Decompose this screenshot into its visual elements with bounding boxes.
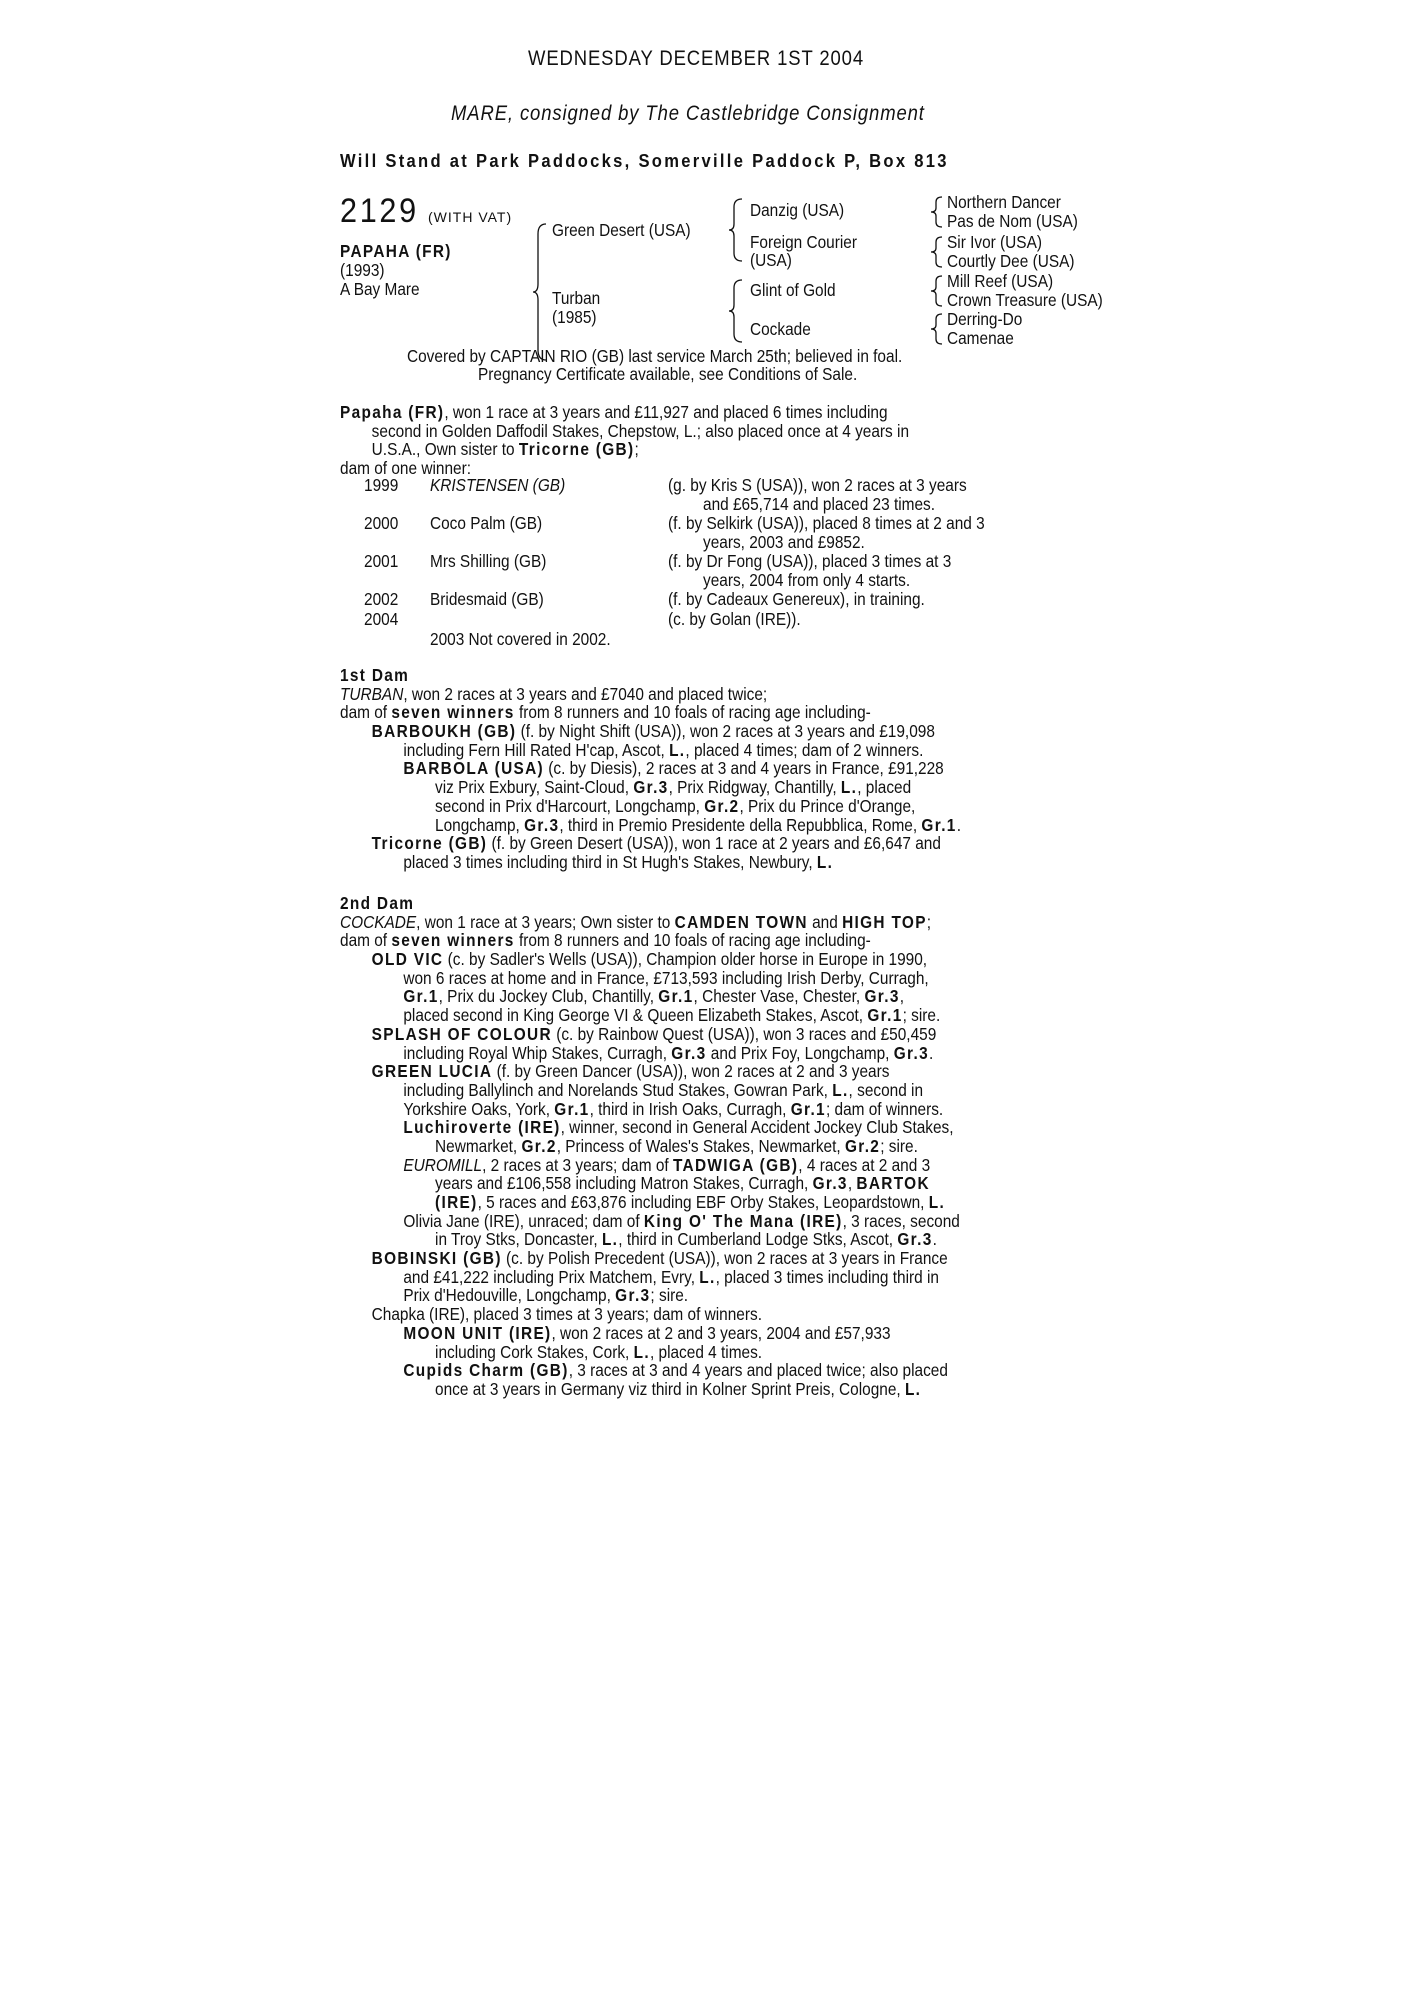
second-dam-entry — [340, 1156, 1044, 1212]
second-dam-section — [340, 894, 1044, 1399]
first-dam-entry-line: including Fern Hill Rated H'cap, Ascot, L., placed 4 times; dam of 2 winners. — [403, 739, 924, 760]
sister-name: Tricorne (GB) — [518, 439, 635, 460]
vat-label: (WITH VAT) — [428, 209, 513, 225]
produce-name: Mrs Shilling (GB) — [430, 551, 547, 571]
second-dam-entry-line: SPLASH OF COLOUR (c. by Rainbow Quest (USA)), won 3 races and £50,459 — [371, 1023, 937, 1044]
second-dam-entry-line: EUROMILL, 2 races at 3 years; dam of TADWIGA (GB), 4 races at 2 and 3 — [403, 1154, 931, 1175]
pedigree-sdd: Courtly Dee (USA) — [947, 251, 1075, 271]
second-dam-entry-line: won 6 races at home and in France, £713,593 including Irish Derby, Curragh, — [403, 967, 929, 988]
pedigree-sire-dam-country: (USA) — [750, 250, 792, 270]
first-dam-entry-line: viz Prix Exbury, Saint-Cloud, Gr.3, Prix Ridgway, Chantilly, L., placed — [435, 777, 912, 798]
first-dam-text: from 8 runners and 10 foals of racing age including- — [514, 702, 871, 723]
produce-year: 2004 — [364, 609, 399, 629]
second-dam-heading: 2nd Dam — [340, 893, 415, 913]
produce-name: Coco Palm (GB) — [430, 513, 543, 533]
produce-details: years, 2004 from only 4 starts. — [703, 570, 911, 590]
first-dam-entry-line: BARBOLA (USA) (c. by Diesis), 2 races at 3 and 4 years in France, £91,228 — [403, 758, 944, 779]
pedigree-dds: Derring-Do — [947, 309, 1023, 329]
produce-details: (f. by Cadeaux Genereux), in training. — [668, 589, 925, 609]
pedigree-dam-year: (1985) — [552, 307, 597, 327]
second-dam-entry-line: Luchiroverte (IRE), winner, second in General Accident Jockey Club Stakes, — [403, 1117, 954, 1138]
pedigree-sire-sire: Danzig (USA) — [750, 200, 845, 220]
second-dam-record: and — [807, 911, 843, 932]
second-dam-entry-line: including Ballylinch and Norelands Stud Stakes, Gowran Park, L., second in — [403, 1079, 924, 1100]
punct: ; — [634, 439, 639, 460]
second-dam-entry-line: in Troy Stks, Doncaster, L., third in Cumberland Lodge Stks, Ascot, Gr.3. — [435, 1229, 937, 1250]
pedigree-brace-dam — [728, 278, 746, 344]
first-dam-entry-line: placed 3 times including third in St Hugh's Stakes, Newbury, L. — [403, 851, 834, 872]
not-covered-note: 2003 Not covered in 2002. — [430, 629, 611, 649]
first-dam-entry-line: Longchamp, Gr.3, third in Premio Presidente della Repubblica, Rome, Gr.1. — [435, 814, 961, 835]
pedigree-dam: Turban — [552, 288, 601, 308]
second-dam-entry-line: placed second in King George VI & Queen Elizabeth Stakes, Ascot, Gr.1; sire. — [403, 1005, 941, 1026]
produce-year: 1999 — [364, 475, 399, 495]
first-dam-entry-line: Tricorne (GB) (f. by Green Desert (USA)), won 1 race at 2 years and £6,647 and — [371, 833, 941, 854]
pedigree-brace-sire — [728, 197, 746, 263]
second-dam-name: COCKADE — [340, 911, 417, 932]
pedigree-brace-main — [532, 222, 552, 362]
second-dam-entry-line: and £41,222 including Prix Matchem, Evry, L., placed 3 times including third in — [403, 1266, 940, 1287]
pedigree-brace-3c — [930, 274, 944, 308]
produce-details: (g. by Kris S (USA)), won 2 races at 3 years — [668, 475, 967, 495]
produce-details: years, 2003 and £9852. — [703, 532, 865, 552]
first-dam-entry-line: second in Prix d'Harcourt, Longchamp, Gr.2, Prix du Prince d'Orange, — [435, 795, 916, 816]
pedigree-brace-3a — [930, 195, 944, 229]
first-dam-section — [340, 666, 1046, 872]
pedigree-ssd: Pas de Nom (USA) — [947, 211, 1078, 231]
second-dam-text: dam of — [340, 930, 392, 951]
produce-name: KRISTENSEN (GB) — [430, 475, 566, 495]
second-dam-entry — [340, 1249, 1044, 1305]
second-dam-entry — [340, 1118, 1044, 1155]
mare-name: Papaha (FR) — [340, 402, 445, 422]
second-dam-entry — [340, 1324, 1044, 1361]
mare-record-line: second in Golden Daffodil Stakes, Chepstow, L.; also placed once at 4 years in — [371, 420, 910, 441]
pedigree-sss: Northern Dancer — [947, 192, 1061, 212]
second-dam-winners: seven winners — [391, 930, 515, 951]
pedigree-dsd: Crown Treasure (USA) — [947, 290, 1103, 310]
first-dam-entry — [340, 759, 1046, 834]
second-dam-entry — [340, 1062, 1044, 1118]
second-dam-entry-line: OLD VIC (c. by Sadler's Wells (USA)), Champion older horse in Europe in 1990, — [371, 949, 928, 970]
second-dam-entry-line: (IRE), 5 races and £63,876 including EBF Orby Stakes, Leopardstown, L. — [435, 1192, 946, 1212]
second-dam-entry — [340, 950, 1044, 1025]
second-dam-entry-line: Yorkshire Oaks, York, Gr.1, third in Irish Oaks, Curragh, Gr.1; dam of winners. — [403, 1098, 944, 1119]
mare-record-line: U.S.A., Own sister to — [371, 439, 519, 460]
pedigree-sire: Green Desert (USA) — [552, 220, 691, 240]
sibling-name: HIGH TOP — [842, 911, 927, 932]
second-dam-entry-line: Chapka (IRE), placed 3 times at 3 years; dam of winners. — [371, 1304, 762, 1325]
first-dam-winners: seven winners — [391, 702, 515, 723]
foaling-year: (1993) — [340, 260, 385, 280]
first-dam-text: dam of — [340, 702, 392, 723]
second-dam-entry — [340, 1025, 1044, 1062]
second-dam-entry-line: years and £106,558 including Matron Stakes, Curragh, Gr.3, BARTOK — [435, 1173, 930, 1194]
second-dam-record: , won 1 race at 3 years; Own sister to — [416, 911, 675, 932]
second-dam-entry-line: BOBINSKI (GB) (c. by Polish Precedent (USA)), won 2 races at 3 years in France — [371, 1248, 948, 1269]
second-dam-entry-line: GREEN LUCIA (f. by Green Dancer (USA)), won 2 races at 2 and 3 years — [371, 1061, 890, 1082]
second-dam-entry-line: including Cork Stakes, Cork, L., placed 4 times. — [435, 1341, 763, 1362]
second-dam-entry-line: Olivia Jane (IRE), unraced; dam of King O' The Mana (IRE), 3 races, second — [403, 1210, 960, 1231]
dam-of-winners: dam of one winner: — [340, 458, 471, 479]
mare-record — [340, 403, 987, 478]
second-dam-entry — [340, 1212, 1044, 1249]
pedigree-brace-3b — [930, 235, 944, 269]
pedigree-dss: Mill Reef (USA) — [947, 271, 1054, 291]
pedigree-sds: Sir Ivor (USA) — [947, 232, 1042, 252]
first-dam-entry-line: BARBOUKH (GB) (f. by Night Shift (USA)), won 2 races at 3 years and £19,098 — [371, 721, 935, 742]
pedigree-ddd: Camenae — [947, 328, 1014, 348]
first-dam-name: TURBAN — [340, 683, 404, 704]
horse-description: A Bay Mare — [340, 279, 420, 299]
first-dam-record: , won 2 races at 3 years and £7040 and placed twice; — [403, 683, 768, 704]
horse-name: PAPAHA (FR) — [340, 241, 452, 261]
second-dam-entry-line: Newmarket, Gr.2, Princess of Wales's Stakes, Newmarket, Gr.2; sire. — [435, 1135, 918, 1156]
second-dam-entry — [340, 1361, 1044, 1398]
second-dam-entry-line: Gr.1, Prix du Jockey Club, Chantilly, Gr.1, Chester Vase, Chester, Gr.3, — [403, 986, 905, 1007]
lot-number: 2129 — [340, 192, 419, 230]
produce-details: (c. by Golan (IRE)). — [668, 609, 801, 629]
first-dam-heading: 1st Dam — [340, 665, 410, 685]
mare-record-line: , won 1 race at 3 years and £11,927 and placed 6 times including — [444, 402, 888, 422]
sibling-name: CAMDEN TOWN — [674, 911, 808, 932]
second-dam-entry-line: MOON UNIT (IRE), won 2 races at 2 and 3 years, 2004 and £57,933 — [403, 1322, 891, 1343]
second-dam-entry-line: Prix d'Hedouville, Longchamp, Gr.3; sire. — [403, 1285, 689, 1306]
produce-details: (f. by Selkirk (USA)), placed 8 times at 2 and 3 — [668, 513, 985, 533]
first-dam-entry — [340, 722, 1046, 759]
pedigree-dam-dam: Cockade — [750, 319, 811, 339]
second-dam-entry — [340, 1305, 1044, 1324]
produce-details: and £65,714 and placed 23 times. — [703, 494, 936, 514]
produce-year: 2001 — [364, 551, 399, 571]
produce-details: (f. by Dr Fong (USA)), placed 3 times at 3 — [668, 551, 952, 571]
punct: ; — [926, 911, 932, 932]
sale-date: WEDNESDAY DECEMBER 1ST 2004 — [528, 47, 864, 70]
first-dam-entry — [340, 834, 1046, 871]
produce-year: 2000 — [364, 513, 399, 533]
second-dam-text: from 8 runners and 10 foals of racing age including- — [514, 930, 871, 951]
pregnancy-certificate-note: Pregnancy Certificate available, see Conditions of Sale. — [478, 364, 858, 384]
produce-year: 2002 — [364, 589, 399, 609]
pedigree-sire-dam: Foreign Courier — [750, 232, 857, 252]
pedigree-brace-3d — [930, 312, 944, 346]
second-dam-entry-line: Cupids Charm (GB), 3 races at 3 and 4 years and placed twice; also placed — [403, 1360, 948, 1381]
pedigree-dam-sire: Glint of Gold — [750, 280, 836, 300]
second-dam-entry-line: including Royal Whip Stakes, Curragh, Gr.3 and Prix Foy, Longchamp, Gr.3. — [403, 1042, 934, 1063]
second-dam-entry-line: once at 3 years in Germany viz third in Kolner Sprint Preis, Cologne, L. — [435, 1378, 922, 1399]
consignor-line: MARE, consigned by The Castlebridge Consignment — [451, 102, 925, 125]
stand-location: Will Stand at Park Paddocks, Somerville Paddock P, Box 813 — [340, 151, 949, 171]
produce-name: Bridesmaid (GB) — [430, 589, 544, 609]
covered-statement: Covered by CAPTAIN RIO (GB) last service March 25th; believed in foal. — [407, 346, 903, 366]
